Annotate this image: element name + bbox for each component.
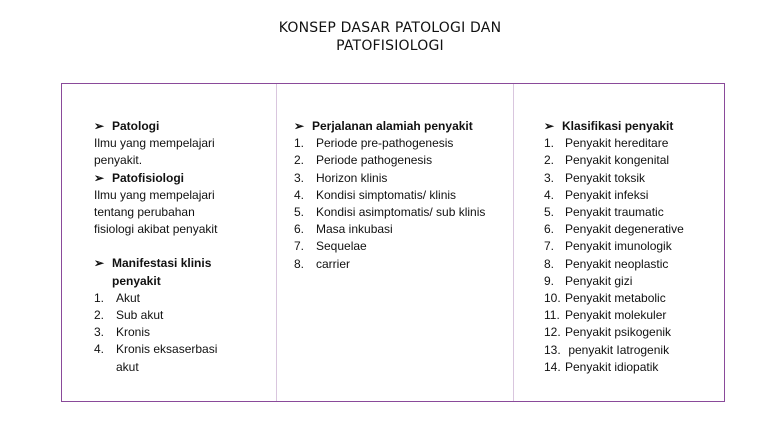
heading-label: Klasifikasi penyakit (562, 119, 674, 133)
list-item (544, 342, 724, 359)
list-number: 5. (544, 205, 555, 220)
manifestasi-list (94, 290, 284, 376)
list-number: 1. (294, 136, 305, 151)
arrow-bullet-icon: ➢ (294, 119, 305, 133)
list-item (294, 187, 494, 204)
slide-title-line-1: KONSEP DASAR PATOLOGI DAN (278, 20, 502, 36)
arrow-bullet-icon: ➢ (94, 119, 105, 133)
list-text: penyakit Iatrogenik (565, 342, 670, 357)
list-item (544, 238, 724, 255)
list-item (544, 204, 724, 221)
list-item (544, 359, 724, 376)
list-item (544, 135, 724, 152)
list-text: Penyakit idiopatik (565, 359, 659, 374)
heading-klasifikasi (544, 118, 724, 135)
list-number: 4. (294, 187, 305, 202)
perjalanan-list (294, 135, 494, 273)
list-number: 2. (544, 153, 555, 168)
list-number: 7. (294, 239, 305, 254)
column-classification (544, 118, 724, 376)
list-text: Penyakit gizi (565, 273, 633, 288)
list-number: 13. (544, 342, 561, 357)
patologi-definition-line-1: Ilmu yang mempelajari (94, 136, 215, 151)
column-definitions (94, 118, 284, 376)
patofisiologi-definition-line-3: fisiologi akibat penyakit (94, 222, 218, 237)
list-item (294, 204, 494, 221)
list-item (294, 135, 494, 152)
list-text: Penyakit hereditare (565, 136, 669, 151)
arrow-bullet-icon: ➢ (94, 170, 105, 185)
list-text: Penyakit infeksi (565, 187, 649, 202)
list-item (544, 152, 724, 169)
heading-label: Perjalanan alamiah penyakit (312, 119, 473, 133)
list-text: Penyakit toksik (565, 170, 646, 185)
content-table (61, 83, 725, 402)
list-item (94, 341, 284, 375)
heading-manifestasi (94, 255, 284, 289)
heading-label: Patologi (112, 119, 160, 133)
list-number: 4. (94, 342, 105, 357)
klasifikasi-list (544, 135, 724, 376)
slide-title (0, 19, 768, 55)
arrow-bullet-icon: ➢ (94, 256, 105, 271)
spacer (94, 238, 284, 255)
list-item (294, 238, 494, 255)
list-number: 3. (94, 325, 105, 340)
heading-label: Patofisiologi (112, 170, 184, 185)
list-item (544, 221, 724, 238)
list-number: 5. (294, 205, 305, 220)
list-number: 3. (544, 170, 555, 185)
list-number: 14. (544, 359, 561, 374)
list-number: 3. (294, 170, 305, 185)
column-natural-history (294, 118, 494, 273)
list-item (94, 307, 284, 324)
list-text: Masa inkubasi (316, 222, 393, 237)
list-item (544, 307, 724, 324)
list-number: 6. (544, 222, 555, 237)
list-item (544, 256, 724, 273)
patologi-definition-line-2: penyakit. (94, 153, 143, 168)
list-item (544, 273, 724, 290)
list-text: Penyakit metabolic (565, 291, 666, 306)
list-number: 11. (544, 308, 560, 323)
list-number: 4. (544, 187, 555, 202)
list-text: Sequelae (316, 239, 367, 254)
heading-label: Manifestasi klinis penyakit (112, 256, 212, 288)
list-text: Sub akut (116, 308, 164, 323)
list-text: Kronis (116, 325, 151, 340)
list-text: Periode pre-pathogenesis (316, 136, 454, 151)
list-item (294, 170, 494, 187)
heading-patofisiologi (94, 170, 284, 187)
list-text: Akut (116, 290, 141, 305)
list-number: 8. (544, 256, 555, 271)
list-text: Horizon klinis (316, 170, 388, 185)
list-item (294, 221, 494, 238)
list-text: Penyakit imunologik (565, 239, 672, 254)
list-item (544, 170, 724, 187)
patofisiologi-definition-line-1: Ilmu yang mempelajari (94, 187, 215, 202)
list-number: 9. (544, 273, 555, 288)
list-text: Penyakit molekuler (565, 308, 667, 323)
list-item (294, 256, 494, 273)
list-text: Penyakit psikogenik (565, 325, 672, 340)
list-number: 6. (294, 222, 305, 237)
list-item (544, 324, 724, 341)
list-text: Penyakit neoplastic (565, 256, 669, 271)
list-text: carrier (316, 256, 351, 271)
list-number: 1. (544, 136, 555, 151)
arrow-bullet-icon: ➢ (544, 119, 555, 133)
list-text: Penyakit kongenital (565, 153, 670, 168)
list-text: Kronis eksaserbasi akut (116, 342, 218, 374)
list-number: 7. (544, 239, 555, 254)
list-text: Penyakit traumatic (565, 205, 664, 220)
list-text: Kondisi asimptomatis/ sub klinis (316, 205, 486, 220)
heading-patologi (94, 118, 284, 135)
list-number: 8. (294, 256, 305, 271)
list-number: 12. (544, 325, 561, 340)
list-item (94, 324, 284, 341)
list-number: 2. (94, 308, 105, 323)
list-item (544, 187, 724, 204)
list-item (544, 290, 724, 307)
list-number: 10. (544, 291, 561, 306)
list-number: 2. (294, 153, 305, 168)
list-item (94, 290, 284, 307)
list-item (294, 152, 494, 169)
heading-perjalanan (294, 118, 494, 135)
list-text: Kondisi simptomatis/ klinis (316, 187, 457, 202)
slide-title-line-2: PATOFISIOLOGI (336, 38, 444, 54)
list-text: Penyakit degenerative (565, 222, 684, 237)
patofisiologi-definition-line-2: tentang perubahan (94, 205, 195, 220)
list-text: Periode pathogenesis (316, 153, 433, 168)
list-number: 1. (94, 290, 105, 305)
column-divider-2 (513, 84, 514, 401)
